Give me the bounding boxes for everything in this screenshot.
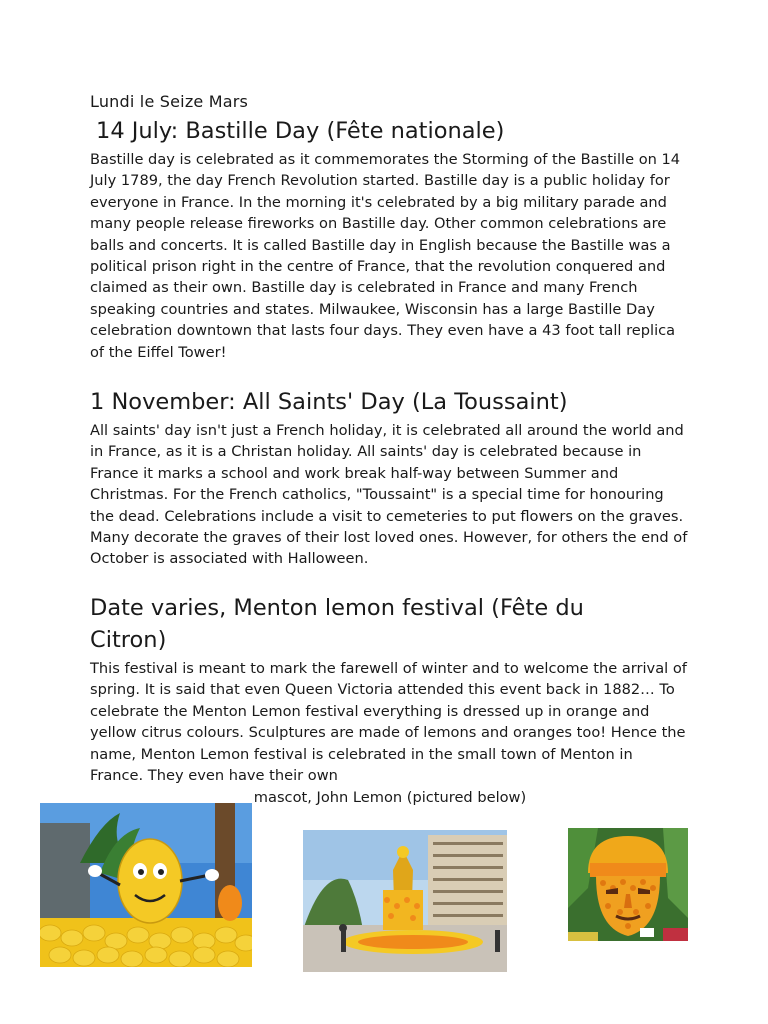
- citrus-face-sculpture-photo: [568, 828, 688, 941]
- date-line: Lundi le Seize Mars: [90, 92, 249, 111]
- heading-bastille-day: 14 July: Bastille Day (Fête nationale): [96, 118, 505, 144]
- lemon-mascot-photo: [40, 803, 252, 967]
- lemon-festival-street-photo: [303, 830, 507, 972]
- paragraph-all-saints-day: All saints' day isn't just a French holiday, it is celebrated all around the world and in France, as it is a Christan holiday. All saints' day is celebrated because in France it marks a school and work break half-way between Summer and Christmas. For the French catholics, "Toussaint" is a special time for honouring the dead. Celebrations include a visit to cemeteries to put flowers on the graves. Many decorate the graves of their lost loved ones. However, for others the end of October is associated with Halloween.: [90, 422, 688, 568]
- paragraph-bastille-day: Bastille day is celebrated as it commemorates the Storming of the Bastille on 14 July 1789, the day French Revolution started. Bastille day is a public holiday for everyone in France. In the morning it's celebrated by a big military parade and many people release fireworks on Bastille day. Other common celebrations are balls and concerts. It is called Bastille day in English because the Bastille was a political prison right in the centre of France, that the revolution conquered and claimed as their own. Bastille day is celebrated in France and many French speaking countries and states. Milwaukee, Wisconsin has a large Bastille Day celebration downtown that lasts four days. They even have a 43 foot tall replica of the Eiffel Tower!: [90, 151, 681, 361]
- closing-line-mascot: mascot, John Lemon (pictured below): [253, 789, 527, 806]
- heading-all-saints-day: 1 November: All Saints' Day (La Toussaint): [90, 389, 568, 415]
- paragraph-menton-lemon-festival: This festival is meant to mark the farewell of winter and to welcome the arrival of spring. It is said that even Queen Victoria attended this event back in 1882… To celebrate the Menton Lemon festival everything is dressed up in orange and yellow citrus colours. Sculptures are made of lemons and oranges too! Hence the name, Menton Lemon festival is celebrated in the small town of Menton in France. They even have their own: [90, 660, 687, 785]
- heading-menton-lemon-festival: Date varies, Menton lemon festival (Fête du Citron): [90, 595, 584, 653]
